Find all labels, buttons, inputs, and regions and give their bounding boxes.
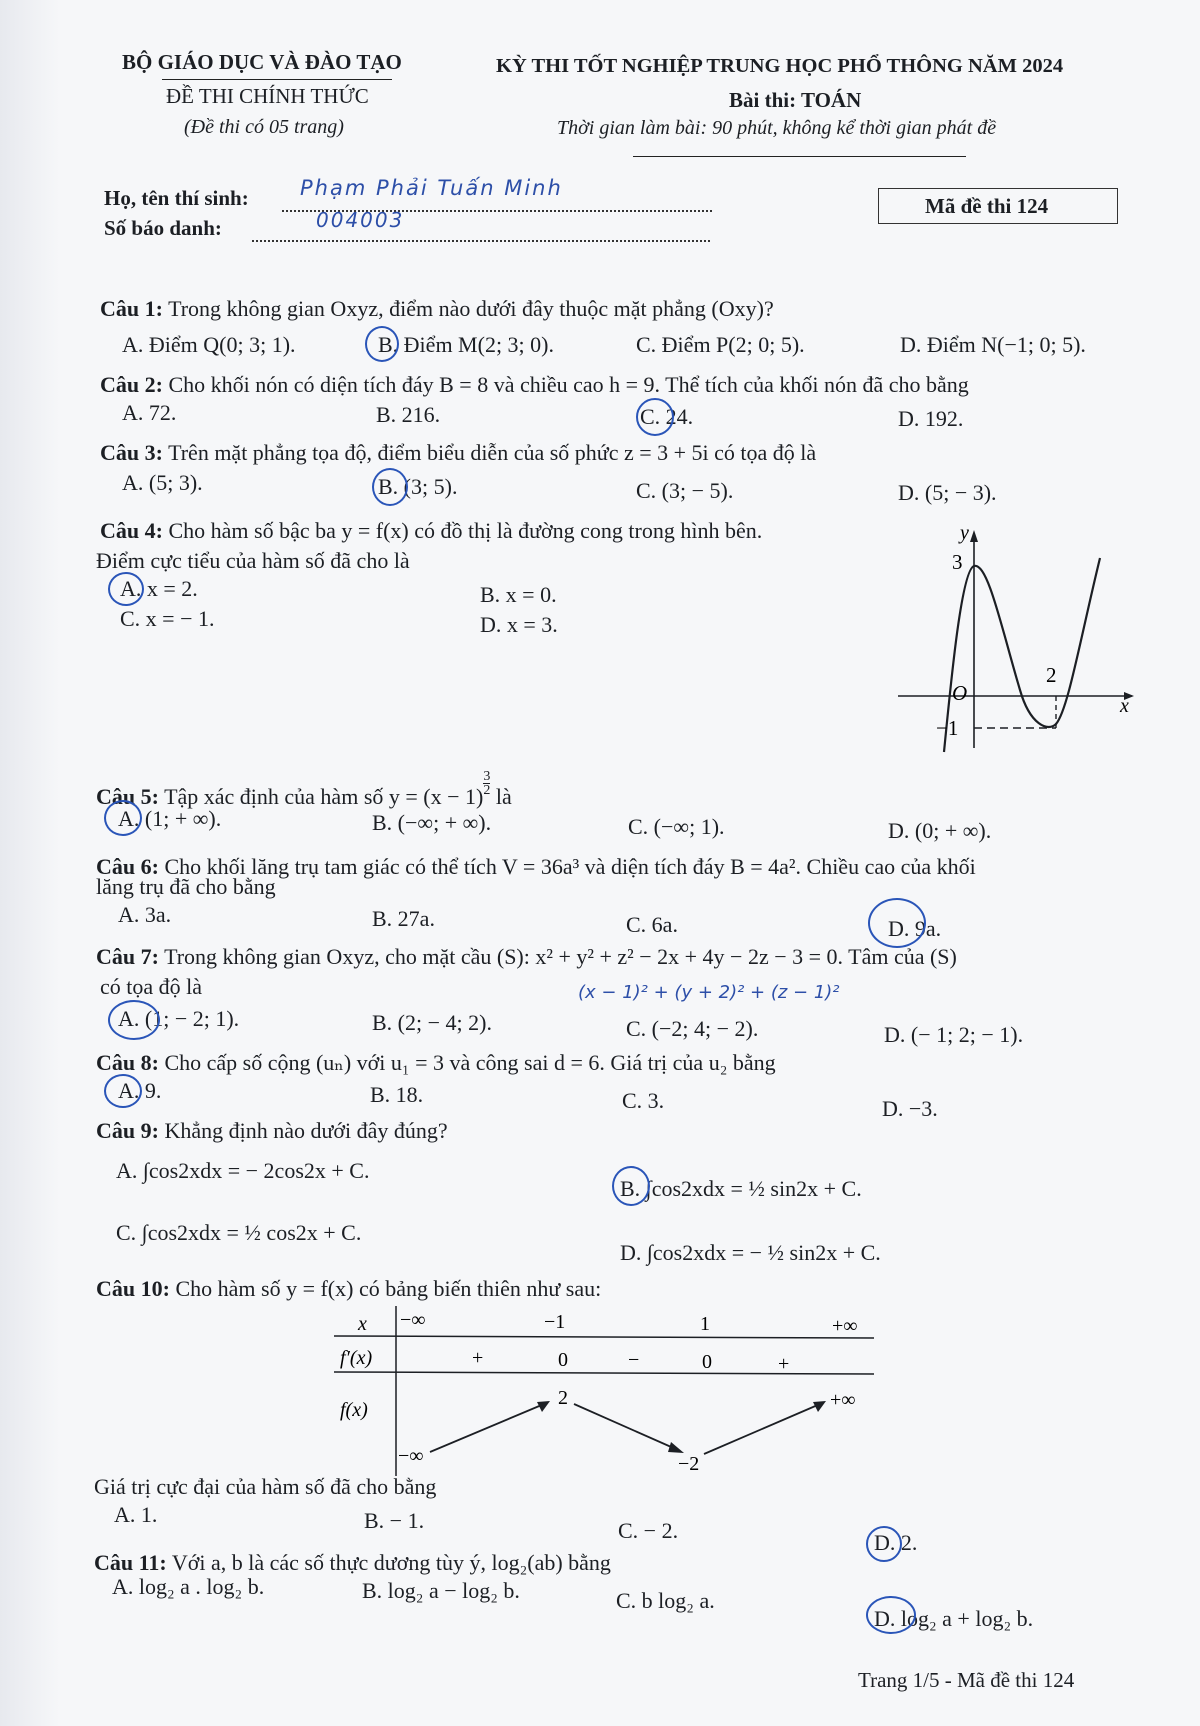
q1-answer-circle	[365, 326, 399, 362]
q7-option-c[interactable]: C. (−2; 4; − 2).	[626, 1016, 759, 1041]
name-handwritten: Phạm Phải Tuấn Minh	[300, 176, 563, 200]
table-f-max: 2	[558, 1387, 568, 1409]
q1-text: Trong không gian Oxyz, điểm nào dưới đây thuộc mặt phẳng (Oxy)?	[168, 296, 774, 321]
id-dots	[252, 240, 710, 242]
cubic-curve	[944, 558, 1100, 752]
q10-option-d[interactable]: D. 2.	[874, 1530, 918, 1555]
graph-tick-3: 3	[952, 550, 963, 574]
name-label: Họ, tên thí sinh:	[104, 186, 249, 210]
table-f-min: −2	[678, 1453, 700, 1475]
ministry-title: BỘ GIÁO DỤC VÀ ĐÀO TẠO	[122, 50, 402, 74]
q10-label: Câu 10:	[96, 1276, 170, 1301]
arrow-down-head	[668, 1442, 684, 1453]
q6-text: Cho khối lăng trụ tam giác có thể tích V = 36a³ và diện tích đáy B = 4a². Chiều cao của khối	[164, 854, 976, 879]
q7-answer-circle	[108, 1000, 160, 1040]
q1-option-a[interactable]: A. Điểm Q(0; 3; 1).	[122, 332, 296, 357]
table-x-val-3: +∞	[832, 1315, 858, 1337]
question-5	[96, 770, 512, 810]
q2-option-d[interactable]: D. 192.	[898, 406, 964, 431]
q6-option-b[interactable]: B. 27a.	[372, 906, 435, 931]
graph-y-label: y	[960, 522, 969, 544]
q9-option-b[interactable]: B. ∫cos2xdx = ½ sin2x + C.	[620, 1176, 862, 1201]
q5-option-b[interactable]: B. (−∞; + ∞).	[372, 810, 492, 835]
table-fprime-header: f′(x)	[340, 1347, 373, 1369]
q10-text-2: Giá trị cực đại của hàm số đã cho bằng	[94, 1474, 437, 1499]
table-x-val-1: −1	[544, 1311, 566, 1333]
table-line-2	[334, 1372, 874, 1374]
q5-tail: là	[490, 784, 512, 809]
q4-text-2: Điểm cực tiểu của hàm số đã cho là	[96, 548, 410, 573]
q10-option-a[interactable]: A. 1.	[114, 1502, 158, 1527]
q4-answer-circle	[108, 572, 144, 606]
q5-label: Câu 5:	[96, 784, 159, 809]
arrow-up-2	[704, 1404, 820, 1454]
q2-answer-circle	[636, 398, 674, 436]
q6-text-2: lăng trụ đã cho bằng	[96, 874, 276, 899]
y-axis-arrow	[970, 530, 978, 542]
question-3	[100, 440, 816, 466]
q8-answer-circle	[104, 1074, 142, 1108]
q1-option-b[interactable]: B. Điểm M(2; 3; 0).	[378, 332, 554, 357]
q10-option-b[interactable]: B. − 1.	[364, 1508, 425, 1533]
q7-text: Trong không gian Oxyz, cho mặt cầu (S): x² + y² + z² − 2x + 4y − 2z − 3 = 0. Tâm của (S)	[164, 944, 957, 969]
q3-label: Câu 3:	[100, 440, 163, 465]
page-shadow	[0, 0, 60, 1726]
q4-graph	[890, 520, 1140, 760]
q7-label: Câu 7:	[96, 944, 159, 969]
q5-text: Tập xác định của hàm số y = (x − 1)	[164, 784, 484, 809]
table-line-1	[334, 1336, 874, 1338]
subject: Bài thi: TOÁN	[729, 88, 862, 112]
q2-text: Cho khối nón có diện tích đáy B = 8 và chiều cao h = 9. Thể tích của khối nón đã cho bằng	[168, 372, 969, 397]
q7-option-a[interactable]: A. (1; − 2; 1).	[118, 1006, 240, 1031]
q3-option-d[interactable]: D. (5; − 3).	[898, 480, 997, 505]
q11-option-a[interactable]: A. log₂ a . log₂ b.	[112, 1574, 265, 1599]
q9-text: Khẳng định nào dưới đây đúng?	[164, 1118, 448, 1143]
table-sign-2: −	[628, 1349, 640, 1371]
q5-option-a[interactable]: A. (1; + ∞).	[118, 806, 222, 831]
q7-option-b[interactable]: B. (2; − 4; 2).	[372, 1010, 492, 1035]
q11-text: Với a, b là các số thực dương tùy ý, log₂(ab) bằng	[171, 1550, 611, 1575]
graph-tick-m1: −1	[936, 716, 959, 740]
q4-option-d[interactable]: D. x = 3.	[480, 612, 558, 637]
q7-text-2: có tọa độ là	[100, 974, 203, 999]
question-9	[96, 1118, 448, 1144]
table-sign-0: +	[472, 1347, 484, 1369]
graph-tick-2: 2	[1046, 663, 1057, 687]
q2-option-a[interactable]: A. 72.	[122, 400, 177, 425]
time-note: Thời gian làm bài: 90 phút, không kể thời gian phát đề	[557, 117, 997, 139]
table-f-header: f(x)	[340, 1399, 368, 1421]
question-7	[96, 944, 957, 970]
q11-answer-circle	[866, 1596, 916, 1634]
graph-x-label: x	[1120, 695, 1129, 717]
arrow-down	[574, 1404, 678, 1450]
q3-option-b[interactable]: B. (3; 5).	[378, 474, 458, 499]
q8-text: Cho cấp số cộng (uₙ) với u₁ = 3 và công sai d = 6. Giá trị của u₂ bằng	[164, 1050, 776, 1075]
exam-title: KỲ THI TỐT NGHIỆP TRUNG HỌC PHỔ THÔNG NĂM 2024	[496, 55, 1064, 77]
table-sign-4: +	[778, 1353, 790, 1375]
official-label: ĐỀ THI CHÍNH THỨC	[166, 84, 369, 108]
exam-underline	[633, 156, 966, 157]
q5-exp-num: 3	[483, 769, 491, 784]
q9-option-a[interactable]: A. ∫cos2xdx = − 2cos2x + C.	[116, 1158, 370, 1183]
q9-answer-circle	[612, 1166, 650, 1206]
q1-label: Câu 1:	[100, 296, 163, 321]
graph-origin: O	[952, 681, 968, 705]
q9-label: Câu 9:	[96, 1118, 159, 1143]
question-10	[96, 1276, 601, 1302]
table-sign-3: 0	[702, 1351, 712, 1373]
q1-option-d[interactable]: D. Điểm N(−1; 0; 5).	[900, 332, 1086, 357]
q4-option-a[interactable]: A. x = 2.	[120, 576, 198, 601]
q11-option-d[interactable]: D. log₂ a + log₂ b.	[874, 1606, 1034, 1631]
q6-option-d[interactable]: D. 9a.	[888, 916, 942, 941]
question-8	[96, 1050, 776, 1076]
question-1	[100, 296, 774, 322]
q5-answer-circle	[104, 800, 142, 836]
table-f-right: +∞	[830, 1389, 856, 1411]
header-underline	[162, 79, 392, 80]
q11-option-b[interactable]: B. log₂ a − log₂ b.	[362, 1578, 520, 1603]
q8-option-a[interactable]: A. 9.	[118, 1078, 162, 1103]
q11-option-c[interactable]: C. b log₂ a.	[616, 1588, 715, 1613]
arrow-up-1	[430, 1404, 544, 1452]
q6-option-c[interactable]: C. 6a.	[626, 912, 678, 937]
q6-label: Câu 6:	[96, 854, 159, 879]
q4-text: Cho hàm số bậc ba y = f(x) có đồ thị là đường cong trong hình bên.	[168, 518, 763, 543]
q9-option-c[interactable]: C. ∫cos2xdx = ½ cos2x + C.	[116, 1220, 362, 1245]
q8-option-b[interactable]: B. 18.	[370, 1082, 424, 1107]
q5-option-c[interactable]: C. (−∞; 1).	[628, 814, 725, 839]
table-x-header: x	[358, 1313, 367, 1335]
q2-option-c[interactable]: C. 24.	[640, 404, 694, 429]
table-x-val-2: 1	[700, 1313, 710, 1335]
q9-option-d[interactable]: D. ∫cos2xdx = − ½ sin2x + C.	[620, 1240, 881, 1265]
q10-text: Cho hàm số y = f(x) có bảng biến thiên như sau:	[175, 1276, 602, 1301]
q5-option-d[interactable]: D. (0; + ∞).	[888, 818, 992, 843]
question-2	[100, 372, 969, 398]
question-4	[100, 518, 762, 544]
exam-code-box	[878, 188, 1118, 224]
q3-answer-circle	[372, 468, 408, 506]
q6-option-a[interactable]: A. 3a.	[118, 902, 172, 927]
pages-note: (Đề thi có 05 trang)	[184, 116, 344, 138]
q8-option-c[interactable]: C. 3.	[622, 1088, 665, 1113]
q10-answer-circle	[866, 1526, 902, 1562]
q3-option-a[interactable]: A. (5; 3).	[122, 470, 203, 495]
id-label: Số báo danh:	[104, 216, 222, 240]
variation-table	[334, 1304, 874, 1480]
exam-code: Mã đề thi 124	[925, 194, 1049, 218]
q7-option-d[interactable]: D. (− 1; 2; − 1).	[884, 1022, 1024, 1047]
q4-option-b[interactable]: B. x = 0.	[480, 582, 557, 607]
page-footer: Trang 1/5 - Mã đề thi 124	[858, 1668, 1075, 1692]
table-f-left: −∞	[398, 1445, 424, 1467]
table-sign-1: 0	[558, 1349, 568, 1371]
id-handwritten: 004003	[316, 208, 405, 232]
q1-option-c[interactable]: C. Điểm P(2; 0; 5).	[636, 332, 805, 357]
q7-handwriting: (x − 1)² + (y + 2)² + (z − 1)²	[578, 982, 840, 1003]
q10-option-c[interactable]: C. − 2.	[618, 1518, 679, 1543]
q4-option-c[interactable]: C. x = − 1.	[120, 606, 215, 631]
q8-option-d[interactable]: D. −3.	[882, 1096, 938, 1121]
q2-option-b[interactable]: B. 216.	[376, 402, 441, 427]
q4-label: Câu 4:	[100, 518, 163, 543]
q3-option-c[interactable]: C. (3; − 5).	[636, 478, 734, 503]
q5-exp-den: 2	[483, 783, 491, 798]
q6-answer-circle	[868, 898, 926, 948]
question-11	[94, 1550, 611, 1576]
table-x-val-0: −∞	[400, 1309, 426, 1331]
q2-label: Câu 2:	[100, 372, 163, 397]
q11-label: Câu 11:	[94, 1550, 167, 1575]
q8-label: Câu 8:	[96, 1050, 159, 1075]
q3-text: Trên mặt phẳng tọa độ, điểm biểu diễn của số phức z = 3 + 5i có tọa độ là	[168, 440, 817, 465]
